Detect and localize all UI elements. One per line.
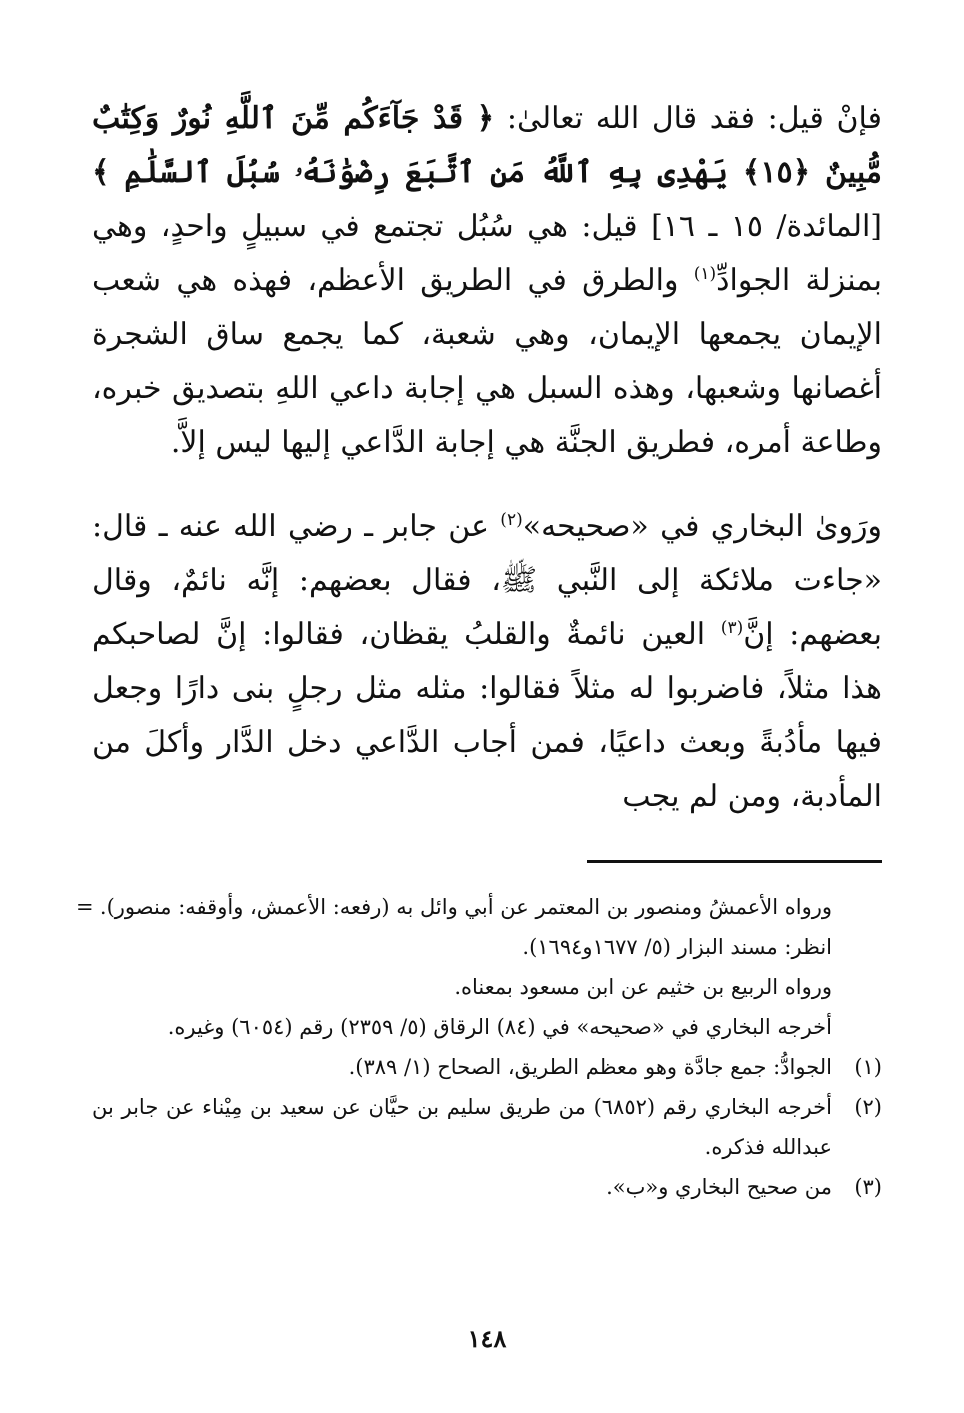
- footnote-number: (١): [854, 1055, 882, 1079]
- paragraph-1-text-a: قيل: هي سُبُل تجتمع في سبيلٍ واحدٍ، وهي بمنزلة الجوادِّ: [92, 209, 882, 298]
- footnote-1: [92, 1047, 882, 1087]
- paragraph-1-text-b: والطرق في الطريق الأعظم، فهذه هي شعب الإيمان يجمعها الإيمان، وهي شعبة، كما يجمع ساق الشجرة أغصانها وشعبها، وهذه السبل هي إجابة داعي اللهِ بتصديق خبره، وطاعة أمره، فطريق الجنَّة هي إجابة الدَّاعي إليها ليس إلاَّ.: [92, 263, 882, 460]
- paragraph-2-text-c: العين نائمةٌ والقلبُ يقظان، فقالوا: إنَّ لصاحبكم هذا مثلاً، فاضربوا له مثلاً فقالوا: مثله مثل رجلٍ بنى دارًا وجعل فيها مأدُبةً وبعث داعيًا، فمن أجاب الدَّاعي دخل الدَّار وأكلَ من المأدبة، ومن لم يجب: [92, 617, 882, 814]
- footnote-text: الجوادُّ: جمع جادَّة وهو معظم الطريق، الصحاح (١/ ٣٨٩).: [348, 1055, 832, 1079]
- continuation-marker: =: [76, 895, 94, 919]
- quran-verse: ﴿ قَدْ جَآءَكُم مِّنَ ٱللَّهِ نُورٌ وَكِتَٰبٌ مُّبِينٌ ﴿١٥﴾ يَهْدِى بِهِ ٱللَّهُ مَنِ ٱتَّبَعَ رِضْوَٰنَهُۥ سُبُلَ ٱلسَّلَٰمِ ﴾: [92, 101, 882, 190]
- quran-citation: [المائدة/ ١٥ ـ ١٦]: [637, 209, 883, 244]
- footnote-line: أخرجه البخاري في «صحيحه» في (٨٤) الرقاق (٥/ ٢٣٥٩) رقم (٦٠٥٤) وغيره.: [167, 1015, 832, 1039]
- paragraph-2: [92, 500, 882, 824]
- footnote-3: [92, 1167, 882, 1207]
- footnote-2: [92, 1087, 882, 1167]
- footnote-divider: [587, 860, 882, 863]
- footnote-line: انظر: مسند البزار (٥/ ١٦٧٧و١٦٩٤).: [522, 935, 832, 959]
- page-number: ١٤٨: [467, 1324, 507, 1353]
- footnote-ref-1: (١): [693, 264, 717, 284]
- paragraph-1: [92, 92, 882, 470]
- footnote-number: (٢): [854, 1095, 882, 1119]
- paragraph-2-text-a: ورَوىٰ البخاري في «صحيحه»: [522, 509, 882, 544]
- footnote-number: (٣): [854, 1175, 882, 1199]
- book-page: [76, 92, 883, 1353]
- footnote-ref-2: (٢): [500, 510, 523, 530]
- footnote-ref-3: (٣): [720, 618, 744, 638]
- paragraph-1-lead: فإنْ قيل: فقد قال الله تعالىٰ:: [494, 101, 882, 136]
- footnote-continued-text: ورواه الأعمشُ ومنصور بن المعتمر عن أبي وائل به (رفعه: الأعمش، وأوقفه: منصور).: [99, 895, 832, 919]
- footnotes: [76, 887, 882, 1207]
- paragraph-2-text-b: عن جابر ـ رضي الله عنه ـ قال: «جاءت ملائكة إلى النَّبي ﷺ، فقال بعضهم: إنَّه نائمٌ، وقال بعضهم: إنَّ: [92, 509, 882, 652]
- footnote-line: ورواه الربيع بن خثيم عن ابن مسعود بمعناه.: [454, 975, 832, 999]
- footnote-text: من صحيح البخاري و«ب».: [606, 1175, 832, 1199]
- footnote-continued: [76, 887, 882, 927]
- footnote-text: أخرجه البخاري رقم (٦٨٥٢) من طريق سليم بن حيَّان عن سعيد بن مِيْناء عن جابر بن عبدالله فذكره.: [92, 1095, 832, 1159]
